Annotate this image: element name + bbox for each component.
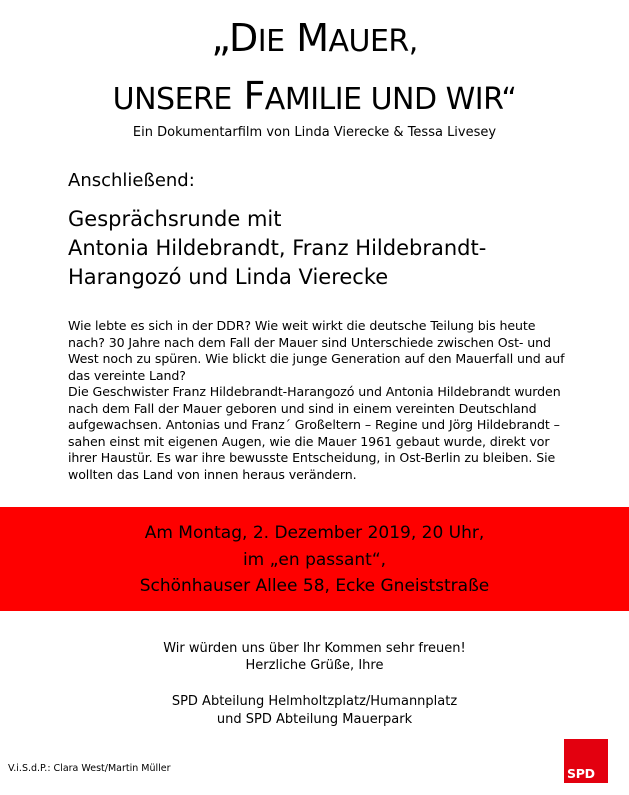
title-line-2: UNSERE FAMILIE UND WIR“ — [112, 74, 517, 118]
spd-logo — [564, 739, 608, 783]
event-venue: im „en passant“, — [242, 550, 387, 570]
closing-sender-2: und SPD Abteilung Mauerpark — [216, 712, 413, 727]
talk-heading-line-2: Antonia Hildebrandt, Franz Hildebrandt- — [68, 236, 487, 260]
event-date: Am Montag, 2. Dezember 2019, 20 Uhr, — [144, 523, 485, 543]
closing-greeting: Herzliche Grüße, Ihre — [245, 658, 384, 673]
body-text — [68, 318, 568, 483]
title-line-1: „DIE MAUER, — [211, 16, 418, 60]
event-address: Schönhauser Allee 58, Ecke Gneiststraße — [139, 576, 490, 596]
body-paragraph-2: Die Geschwister Franz Hildebrandt-Harangozó und Antonia Hildebrandt wurden nach dem Fall der Mauer geboren und sind in einem vereinten Deutschland aufgewachsen. Antonias und Franz´ Großeltern – Regine und Jörg Hildebrandt – sahen einst mit eigenen Augen, wie die Mauer 1961 gebaut wurde, direkt vor ihrer Haustür. Es war ihre bewusste Entscheidung, in Ost-Berlin zu bleiben. Sie wollten das Land von innen heraus verändern. — [68, 384, 561, 482]
body-paragraph-1: Wie lebte es sich in der DDR? Wie weit wirkt die deutsche Teilung bis heute nach? 30 Jahre nach dem Fall der Mauer sind Unterschiede zwischen Ost- und West noch zu spüren. Wie blickt die junge Generation auf den Mauerfall und auf das vereinte Land? — [68, 318, 565, 383]
after-label: Anschließend: — [68, 170, 195, 191]
talk-heading-line-3: Harangozó und Linda Vierecke — [68, 265, 389, 289]
closing-sender-1: SPD Abteilung Helmholtzplatz/Humannplatz — [171, 694, 458, 709]
subtitle: Ein Dokumentarfilm von Linda Vierecke & Tessa Livesey — [132, 125, 497, 140]
imprint: V.i.S.d.P.: Clara West/Martin Müller — [8, 763, 171, 774]
talk-heading-line-1: Gesprächsrunde mit — [68, 207, 282, 231]
spd-logo-text: SPD — [567, 766, 595, 781]
closing-invitation: Wir würden uns über Ihr Kommen sehr freuen! — [163, 641, 466, 656]
